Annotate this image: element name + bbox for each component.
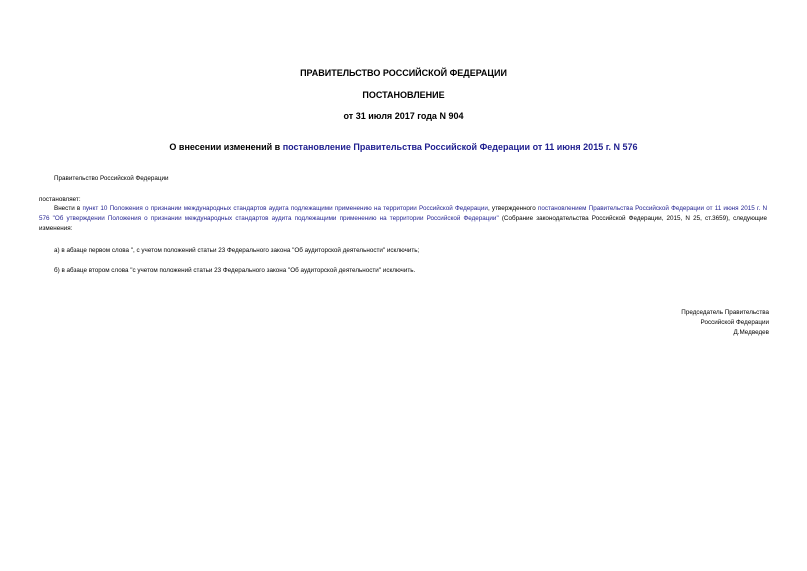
government-line: Правительство Российской Федерации <box>54 175 169 182</box>
amendment-item-b: б) в абзаце втором слова "с учетом положений статьи 23 Федерального закона "Об аудиторской деятельности" исключить. <box>54 267 416 274</box>
main-paragraph <box>39 204 767 234</box>
link-decree-576[interactable]: постановлением Правительства Российской Федерации от 11 июня 2015 г. N 576 "Об утверждении Положения о признании международных стандартов аудита подлежащими применению на территории Российской Федерации" <box>39 205 767 222</box>
decrees-line: постановляет: <box>39 196 81 203</box>
signature-title-line2: Российской Федерации <box>700 319 769 326</box>
link-clause-10[interactable]: пункт 10 Положения о признании международных стандартов аудита подлежащими применению на территории Российской Федерации <box>82 205 488 212</box>
subject-link-decree-576[interactable]: постановление Правительства Российской Федерации от 11 июня 2015 г. N 576 <box>282 142 638 152</box>
subject-prefix: О внесении изменений в <box>169 142 283 152</box>
issuing-authority: ПРАВИТЕЛЬСТВО РОССИЙСКОЙ ФЕДЕРАЦИИ <box>300 68 507 78</box>
document-date-number: от 31 июля 2017 года N 904 <box>343 111 464 121</box>
main-part3: (Собрание законодательства Российской Федерации, 2015, N 25, ст.3659), следующие изменения: <box>39 215 767 232</box>
signature-name: Д.Медведев <box>733 329 769 336</box>
main-part2: , утвержденного <box>487 205 538 212</box>
document-type: ПОСТАНОВЛЕНИЕ <box>362 90 445 100</box>
signature-block <box>681 308 769 338</box>
amendment-item-a: а) в абзаце первом слова ", с учетом положений статьи 23 Федерального закона "Об аудиторской деятельности" исключить; <box>54 247 420 254</box>
document-subject <box>0 142 807 153</box>
main-part1: Внести в <box>54 205 83 212</box>
signature-title-line1: Председатель Правительства <box>681 309 769 316</box>
